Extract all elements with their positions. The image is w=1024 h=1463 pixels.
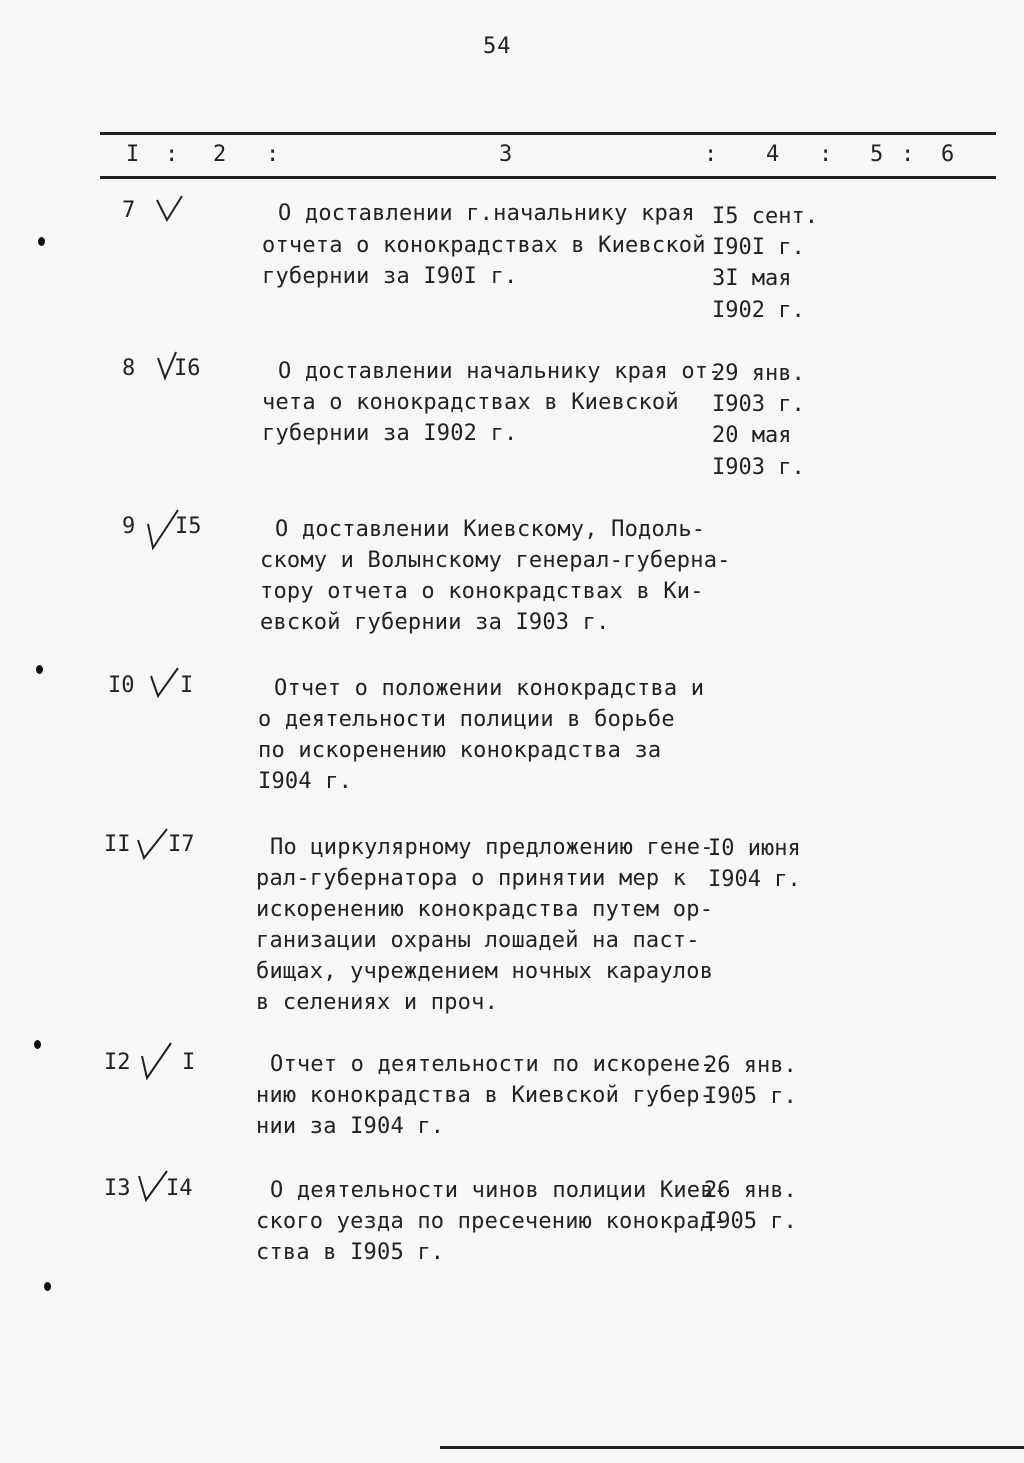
entry-text-line: в селениях и проч. xyxy=(256,990,499,1015)
entry-text-line: ства в I905 г. xyxy=(256,1240,445,1265)
column-header-4: 4 xyxy=(766,142,780,167)
entry-text-line: губернии за I902 г. xyxy=(262,421,518,446)
entry-date-line: I905 г. xyxy=(704,1209,797,1234)
column-header-2: 2 xyxy=(213,142,227,167)
entry-number: II xyxy=(104,832,131,857)
entry-mark: I4 xyxy=(166,1176,193,1201)
entry-text-line: рал-губернатора о принятии мер к xyxy=(256,866,687,891)
entry-mark: I5 xyxy=(175,514,202,539)
entry-text-line: о деятельности полиции в борьбе xyxy=(258,707,675,732)
entry-number: 9 xyxy=(122,514,136,539)
entry-number: I0 xyxy=(108,673,135,698)
checkmark-icon xyxy=(136,1168,170,1204)
entry-text-line: О доставлении г.начальнику края xyxy=(278,201,695,226)
entry-date-line: 29 янв. xyxy=(712,361,805,386)
binding-hole-icon xyxy=(44,1282,51,1291)
entry-date-line: 3I мая xyxy=(712,266,792,291)
column-header-3: 3 xyxy=(499,142,513,167)
entry-text-line: О доставлении начальнику края от- xyxy=(278,359,722,384)
header-rule-top xyxy=(100,132,996,135)
entry-date-line: I903 г. xyxy=(712,455,805,480)
entry-date-line: I902 г. xyxy=(712,298,805,323)
checkmark-icon xyxy=(148,666,180,700)
entry-date-line: 20 мая xyxy=(712,423,792,448)
entry-text-line: чета о конокрадствах в Киевской xyxy=(262,390,679,415)
entry-mark: I7 xyxy=(168,832,195,857)
entry-date-line: I90I г. xyxy=(712,235,805,260)
entry-text-line: отчета о конокрадствах в Киевской xyxy=(262,233,706,258)
footer-rule xyxy=(440,1446,1024,1449)
entry-text-line: евской губернии за I903 г. xyxy=(260,610,610,635)
entry-text-line: Отчет о положении конокрадства и xyxy=(274,676,705,701)
entry-date-line: I905 г. xyxy=(704,1084,797,1109)
entry-text-line: По циркулярному предложению гене- xyxy=(270,835,714,860)
column-header-1: I xyxy=(126,142,140,167)
binding-hole-icon xyxy=(34,1040,41,1049)
entry-text-line: бищах, учреждением ночных караулов xyxy=(256,959,714,984)
entry-mark: I xyxy=(180,673,194,698)
entry-text-line: по искоренению конокрадства за xyxy=(258,738,662,763)
entry-date-line: I903 г. xyxy=(712,392,805,417)
entry-text-line: О деятельности чинов полиции Киев- xyxy=(270,1178,728,1203)
column-separator: : xyxy=(901,142,915,167)
entry-date-line: 26 янв. xyxy=(704,1053,797,1078)
column-header-5: 5 xyxy=(870,142,884,167)
binding-hole-icon xyxy=(38,237,45,246)
entry-text-line: ганизации охраны лошадей на паст- xyxy=(256,928,700,953)
entry-date-line: I0 июня xyxy=(708,836,801,861)
column-header-6: 6 xyxy=(941,142,955,167)
entry-number: 7 xyxy=(122,198,136,223)
column-separator: : xyxy=(165,142,179,167)
entry-date-line: I5 сент. xyxy=(712,204,818,229)
entry-text-line: I904 г. xyxy=(258,769,353,794)
entry-text-line: О доставлении Киевскому, Подоль- xyxy=(275,517,706,542)
checkmark-icon xyxy=(134,826,170,862)
entry-text-line: нии за I904 г. xyxy=(256,1114,445,1139)
column-separator: : xyxy=(819,142,833,167)
entry-text-line: губернии за I90I г. xyxy=(262,264,518,289)
entry-number: I3 xyxy=(104,1176,131,1201)
entry-number: I2 xyxy=(104,1050,131,1075)
checkmark-icon xyxy=(155,194,185,224)
entry-text-line: Отчет о деятельности по искорене- xyxy=(270,1052,714,1077)
header-rule-bottom xyxy=(100,176,996,179)
binding-hole-icon xyxy=(36,665,43,674)
page-number: 54 xyxy=(483,34,512,59)
entry-number: 8 xyxy=(122,356,136,381)
entry-date-line: I904 г. xyxy=(708,867,801,892)
entry-text-line: нию конокрадства в Киевской губер- xyxy=(256,1083,714,1108)
entry-text-line: тору отчета о конокрадствах в Ки- xyxy=(260,579,704,604)
column-separator: : xyxy=(266,142,280,167)
column-separator: : xyxy=(704,142,718,167)
entry-mark: I6 xyxy=(174,356,201,381)
entry-date-line: 26 янв. xyxy=(704,1178,797,1203)
entry-text-line: искоренению конокрадства путем ор- xyxy=(256,897,714,922)
checkmark-icon xyxy=(138,1040,174,1082)
entry-text-line: ского уезда по пресечению конокрад- xyxy=(256,1209,727,1234)
entry-mark: I xyxy=(182,1050,196,1075)
entry-text-line: скому и Волынскому генерал-губерна- xyxy=(260,548,731,573)
